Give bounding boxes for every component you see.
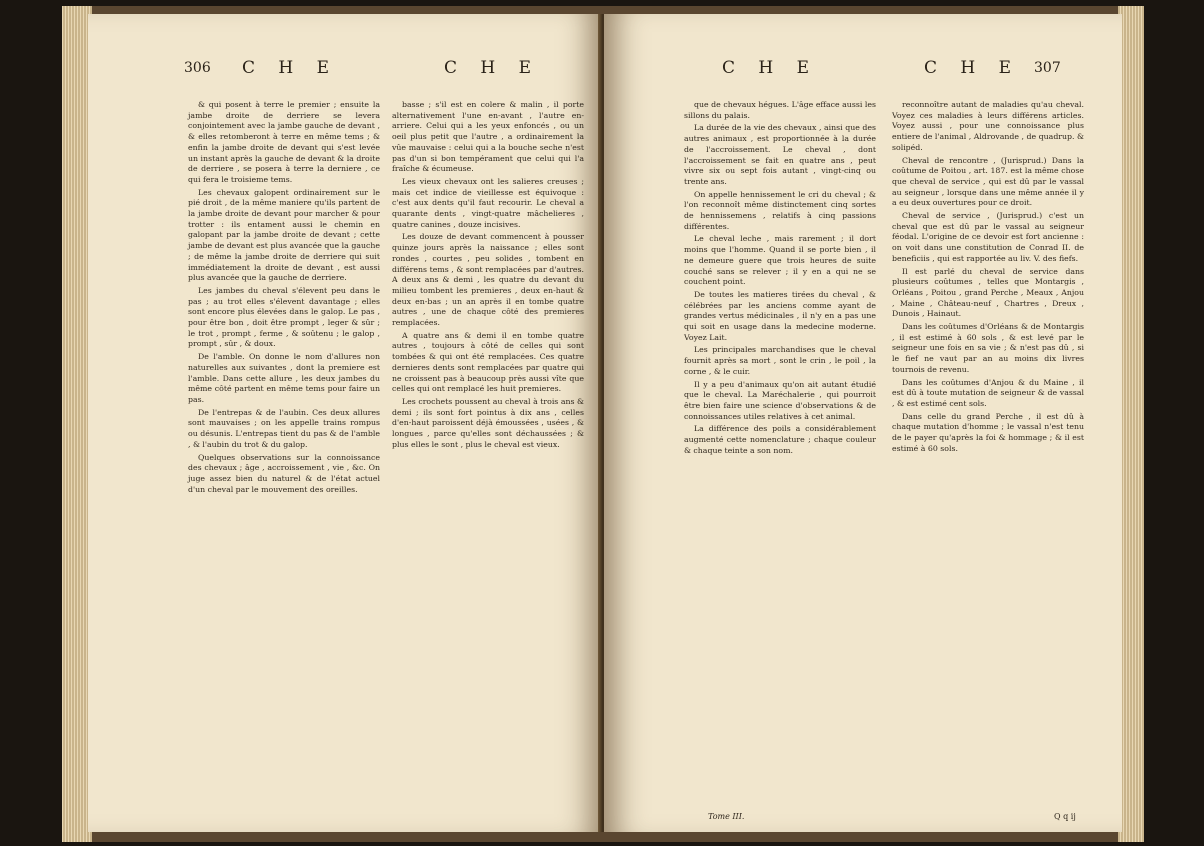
page-number: 306: [184, 60, 211, 76]
paragraph: Dans celle du grand Perche , il est dû à chaque mutation d'homme ; le vassal n'est tenu de le payer qu'après la foi & hommage ; & il est estimé à 60 sols.: [892, 411, 1084, 453]
paragraph: Les crochets poussent au cheval à trois ans & demi ; ils sont fort pointus à dix ans , celles d'en-haut paroissent déjà émoussées , usées , & longues , parce qu'elles sont déchaussées ; & plus elles le sont , plus le cheval est vieux.: [392, 396, 584, 449]
header-word-right: C H E: [444, 58, 541, 78]
paragraph: Dans les coûtumes d'Orléans & de Montargis , il est estimé à 60 sols , & est levé par le seigneur une fois en sa vie ; & n'est pas dû , si le fief ne vaut par an au moins dix livres tournois de revenu.: [892, 322, 1084, 374]
text-column-2: [392, 100, 584, 453]
paragraph: De l'entrepas & de l'aubin. Ces deux allures sont mauvaises ; on les appelle trains rompus ou désunis. L'entrepas tient du pas & de l'amble , & l'aubin du trot & du galop.: [188, 407, 380, 449]
paragraph: basse ; s'il est en colere & malin , il porte alternativement l'une en-avant , l'autre en-arriere. Celui qui a les yeux enfoncés , ou un oeil plus petit que l'autre , a ordinairement la vûe mauvaise : celui qui a la bouche seche n'est pas d'un si bon tempérament que celui qui l'a fraîche & écumeuse.: [392, 100, 584, 174]
text-column-1: [188, 100, 380, 497]
paragraph: Il est parlé du cheval de service dans plusieurs coûtumes , telles que Montargis , Orléans , Poitou , grand Perche , Meaux , Anjou , Maine , Château-neuf , Chartres , Dreux , Dunois , Hainaut.: [892, 266, 1084, 319]
paragraph: La durée de la vie des chevaux , ainsi que des autres animaux , est proportionnée à la durée de l'accroissement. Le cheval , dont l'accroissement se fait en quatre ans , peut vivre six ou sept fois autant , vingt-cinq ou trente ans.: [684, 123, 876, 186]
paragraph: Cheval de rencontre , (Jurisprud.) Dans la coûtume de Poitou , art. 187. est la même chose que cheval de service , qui est dû par le vassal au seigneur , lorsque dans une même année il y a eu deux ouvertures pour ce droit.: [892, 155, 1084, 208]
paragraph: Les principales marchandises que le cheval fournit après sa mort , sont le crin , le poil , la corne , & le cuir.: [684, 345, 876, 376]
paragraph: Il y a peu d'animaux qu'on ait autant étudié que le cheval. La Maréchalerie , qui pourroit être bien faire une science d'observations & de connoissances utiles relatives à cet animal.: [684, 379, 876, 421]
paragraph: Cheval de service , (Jurisprud.) c'est un cheval que est dû par le vassal au seigneur féodal. L'origine de ce devoir est fort ancienne : on voit dans une constitution de Conrad II. de beneficiis , qui est rapportée au liv. V. des fiefs.: [892, 211, 1084, 263]
paragraph: Quelques observations sur la connoissance des chevaux ; âge , accroissement , vie , &c. On juge assez bien du naturel & de l'état actuel d'un cheval par le mouvement des oreilles.: [188, 452, 380, 494]
header-word-left: C H E: [242, 58, 339, 78]
volume-footer: Tome III.: [708, 812, 745, 821]
signature-mark: Q q ij: [1054, 812, 1076, 821]
text-column-2: [892, 100, 1084, 457]
paragraph: Les chevaux galopent ordinairement sur le pié droit , de la même maniere qu'ils partent de la jambe droite de devant pour marcher & pour trotter : ils entament aussi le chemin en galopant par la jambe droite de devant ; cette jambe de devant est plus avancée que la gauche ; de même la jambe droite de derriere qui suit immédiatement la droite de devant , est aussi plus avancée que la gauche de derriere.: [188, 187, 380, 283]
paragraph: On appelle hennissement le cri du cheval ; & l'on reconnoît même distinctement cinq sortes de hennissemens , relatifs à cinq passions différentes.: [684, 189, 876, 231]
paragraph: Dans les coûtumes d'Anjou & du Maine , il est dû à toute mutation de seigneur & de vassal , & est estimé cent sols.: [892, 377, 1084, 408]
paragraph: La différence des poils a considérablement augmenté cette nomenclature ; chaque couleur & chaque teinte a son nom.: [684, 424, 876, 455]
paragraph: Les vieux chevaux ont les salieres creuses ; mais cet indice de vieillesse est équivoque : c'est aux dents qu'il faut recourir. Le cheval a quarante dents , vingt-quatre mâchelieres , quatre canines , douze incisives.: [392, 176, 584, 229]
header-word-left: C H E: [722, 58, 819, 78]
running-head-left: [184, 58, 584, 90]
paragraph: De toutes les matieres tirées du cheval , & célébrées par les anciens comme ayant de grandes vertus médicinales , il n'y en a pas une qui soit en usage dans la medecine moderne. Voyez Lait.: [684, 289, 876, 342]
paragraph: reconnoître autant de maladies qu'au cheval. Voyez ces maladies à leurs différens articles. Voyez aussi , pour une connoissance plus entiere de l'animal , Aldrovande , de quadrup. & solipéd.: [892, 100, 1084, 152]
right-page: [604, 14, 1122, 832]
left-page: [88, 14, 602, 832]
paragraph: De l'amble. On donne le nom d'allures non naturelles aux suivantes , dont la premiere est l'amble. Dans cette allure , les deux jambes du même côté partent en même tems pour faire un pas.: [188, 352, 380, 404]
paragraph: Les douze de devant commencent à pousser quinze jours après la naissance ; elles sont rondes , courtes , peu solides , tombent en différens tems , & sont remplacées par d'autres. A deux ans & demi , les quatre du devant du milieu tombent les premieres , deux en-haut & deux en-bas ; un an après il en tombe quatre autres , une de chaque côté des premieres remplacées.: [392, 232, 584, 328]
text-column-1: [684, 100, 876, 459]
page-number: 307: [1034, 60, 1061, 76]
paragraph: & qui posent à terre le premier ; ensuite la jambe droite de derriere se levera conjointement avec la jambe gauche de devant , & elles retomberont à terre en même tems ; & enfin la jambe droite de devant qui s'est levée un instant après la gauche de devant & la droite de derriere , se posera à terre la derniere , ce qui fera le troisieme tems.: [188, 100, 380, 184]
header-word-right: C H E: [924, 58, 1021, 78]
paragraph: Le cheval leche , mais rarement ; il dort moins que l'homme. Quand il se porte bien , il ne demeure guere que trois heures de suite couché sans se relever ; il y en a qui ne se couchent point.: [684, 234, 876, 287]
paragraph: Les jambes du cheval s'élevent peu dans le pas ; au trot elles s'élevent davantage ; elles sont encore plus élevées dans le galop. Le pas , pour être bon , doit être prompt , leger & sûr ; le trot , prompt , ferme , & soûtenu ; le galop , prompt , sûr , & doux.: [188, 285, 380, 349]
paragraph: A quatre ans & demi il en tombe quatre autres , toujours à côté de celles qui sont tombées & qui ont été remplacées. Ces quatre dernieres dents sont remplacées par quatre qui ne croissent pas à beaucoup près aussi vîte que celles qui ont remplacé les huit premieres.: [392, 330, 584, 394]
running-head-right: [722, 58, 1122, 90]
paragraph: que de chevaux hégues. L'âge efface aussi les sillons du palais.: [684, 100, 876, 120]
